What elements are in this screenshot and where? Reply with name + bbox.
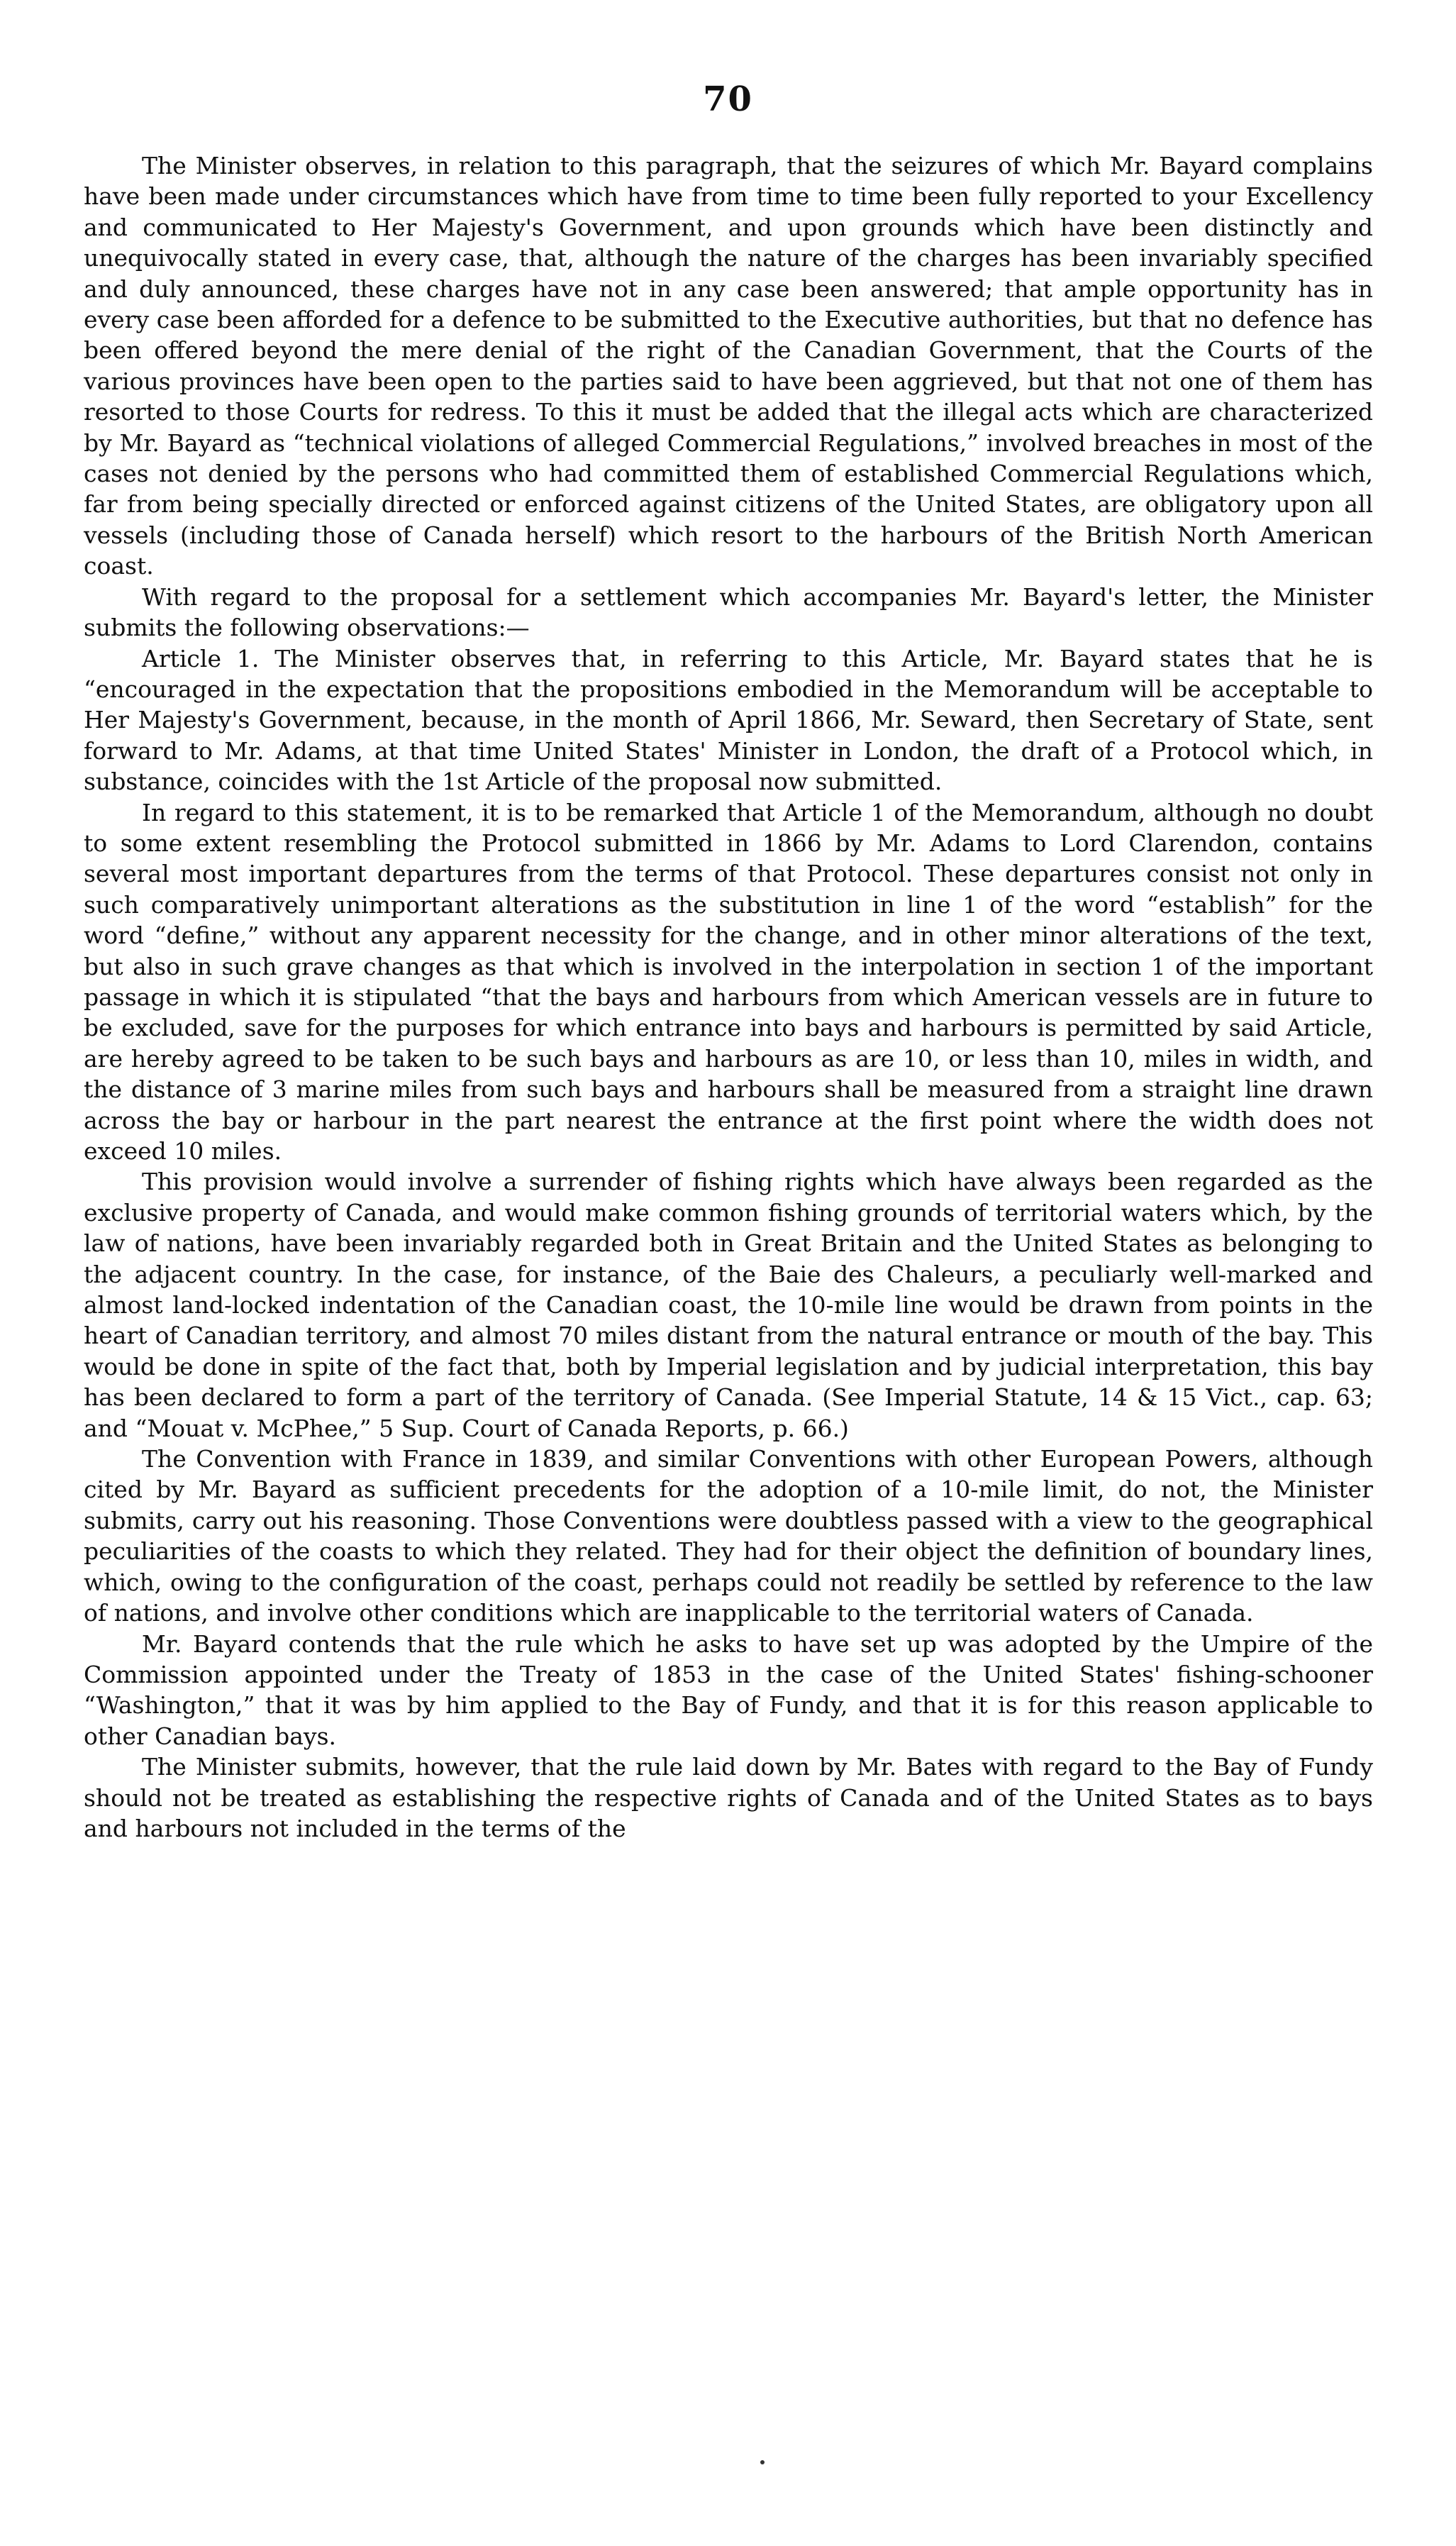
paragraph: Mr. Bayard contends that the rule which he asks to have set up was adopted by the Umpire of the Commission appointed under the Treaty of 1853 in the case of the United States' fishing-schooner “Washington,” that it was by him applied to the Bay of Fundy, and that it is for this reason applicable to other Canadian bays. [84,1629,1373,1750]
page-number: 70 [703,79,753,119]
paragraph: The Convention with France in 1839, and similar Conventions with other European Powers, although cited by Mr. Bayard as sufficient precedents for the adoption of a 10-mile limit, do not, the Minister submits, carry out his reasoning. Those Conventions were doubtless passed with a view to the geographical peculiarities of the coasts to which they related. They had for their object the definition of boundary lines, which, owing to the configuration of the coast, perhaps could not readily be settled by reference to the law of nations, and involve other conditions which are inapplicable to the territorial waters of Canada. [84,1445,1373,1627]
body-text [84,150,1373,1844]
paragraph: Article 1. The Minister observes that, in referring to this Article, Mr. Bayard states that he is “encouraged in the expectation that the propositions embodied in the Memorandum will be acceptable to Her Majesty's Government, because, in the month of April 1866, Mr. Seward, then Secretary of State, sent forward to Mr. Adams, at that time United States' Minister in London, the draft of a Protocol which, in substance, coincides with the 1st Article of the proposal now submitted. [84,644,1373,796]
paragraph: The Minister observes, in relation to this paragraph, that the seizures of which Mr. Bayard complains have been made under circumstances which have from time to time been fully reported to your Excellency and communicated to Her Majesty's Government, and upon grounds which have been distinctly and unequivocally stated in every case, that, although the nature of the charges has been invariably specified and duly announced, these charges have not in any case been answered; that ample opportunity has in every case been afforded for a defence to be submitted to the Executive authorities, but that no defence has been offered beyond the mere denial of the right of the Canadian Government, that the Courts of the various provinces have been open to the parties said to have been aggrieved, but that not one of them has resorted to those Courts for redress. To this it must be added that the illegal acts which are characterized by Mr. Bayard as “technical violations of alleged Commercial Regulations,” involved breaches in most of the cases not denied by the persons who had committed them of established Commercial Regulations which, far from being specially directed or enforced against citizens of the United States, are obligatory upon all vessels (including those of Canada herself) which resort to the harbours of the British North American coast. [84,152,1373,580]
paragraph: This provision would involve a surrender of fishing rights which have always been regarded as the exclusive property of Canada, and would make common fishing grounds of territorial waters which, by the law of nations, have been invariably regarded both in Great Britain and the United States as belonging to the adjacent country. In the case, for instance, of the Baie des Chaleurs, a peculiarly well-marked and almost land-locked indentation of the Canadian coast, the 10-mile line would be drawn from points in the heart of Canadian territory, and almost 70 miles distant from the natural entrance or mouth of the bay. This would be done in spite of the fact that, both by Imperial legislation and by judicial interpretation, this bay has been declared to form a part of the territory of Canada. (See Imperial Statute, 14 & 15 Vict., cap. 63; and “Mouat v. McPhee,” 5 Sup. Court of Canada Reports, p. 66.) [84,1168,1373,1442]
paragraph: With regard to the proposal for a settlement which accompanies Mr. Bayard's letter, the Minister submits the following observations:— [84,582,1373,642]
footer-dot [760,2460,765,2464]
paragraph: The Minister submits, however, that the rule laid down by Mr. Bates with regard to the Bay of Fundy should not be treated as establishing the respective rights of Canada and of the United States as to bays and harbours not included in the terms of the [84,1753,1373,1842]
paragraph: In regard to this statement, it is to be remarked that Article 1 of the Memorandum, although no doubt to some extent resembling the Protocol submitted in 1866 by Mr. Adams to Lord Clarendon, contains several most important departures from the terms of that Protocol. These departures consist not only in such comparatively unimportant alterations as the substitution in line 1 of the word “establish” for the word “define,” without any apparent necessity for the change, and in other minor alterations of the text, but also in such grave changes as that which is involved in the interpolation in section 1 of the important passage in which it is stipulated “that the bays and harbours from which American vessels are in future to be excluded, save for the purposes for which entrance into bays and harbours is permitted by said Article, are hereby agreed to be taken to be such bays and harbours as are 10, or less than 10, miles in width, and the distance of 3 marine miles from such bays and harbours shall be measured from a straight line drawn across the bay or harbour in the part nearest the entrance at the first point where the width does not exceed 10 miles. [84,798,1373,1165]
